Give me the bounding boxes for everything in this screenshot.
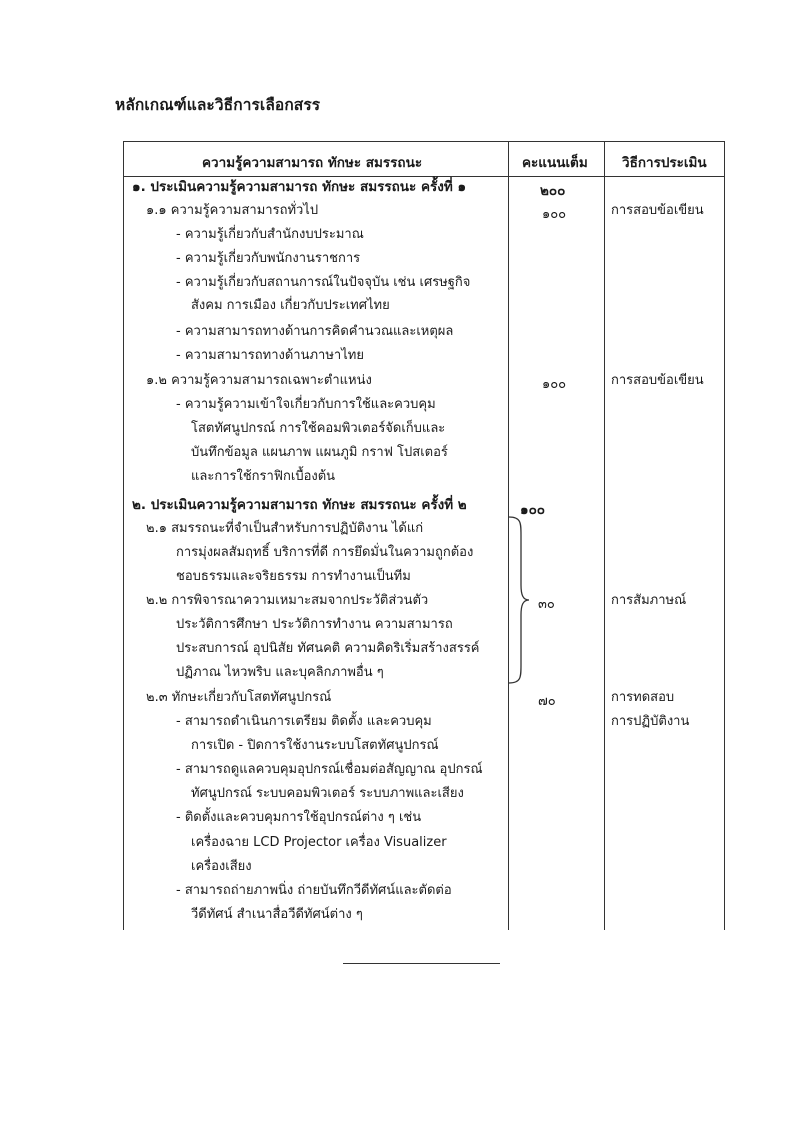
item-2-2-cont: ปฏิภาณ ไหวพริบ และบุคลิกภาพอื่น ๆ [176, 665, 384, 680]
item-2-3-bullet-cont: ทัศนูปกรณ์ ระบบคอมพิวเตอร์ ระบบภาพและเสียง [191, 786, 464, 801]
section-2-title: ๒. ประเมินความรู้ความสามารถ ทักษะ สมรรถนะ ครั้งที่ ๒ [132, 497, 467, 513]
table-header-row [124, 141, 724, 177]
item-2-3-bullet: - สามารถดำเนินการเตรียม ติดตั้ง และควบคุม [176, 714, 432, 729]
footer-divider [343, 963, 500, 964]
header-method: วิธีการประเมิน [622, 155, 707, 171]
method-item-1-1: การสอบข้อเขียน [611, 203, 704, 218]
method-item-2-1-2-2: การสัมภาษณ์ [611, 593, 687, 608]
score-item-1-2: ๑๐๐ [542, 377, 567, 392]
item-2-3-bullet-cont: วีดีทัศน์ สำเนาสื่อวีดีทัศน์ต่าง ๆ [191, 907, 363, 922]
score-item-1-1: ๑๐๐ [542, 207, 567, 222]
item-2-1-title: ๒.๑ สมรรถนะที่จำเป็นสำหรับการปฏิบัติงาน ได้แก่ [146, 521, 424, 536]
item-1-1-bullet: - ความรู้เกี่ยวกับสถานการณ์ในปัจจุบัน เช่น เศรษฐกิจ [176, 275, 471, 290]
header-competency: ความรู้ความสามารถ ทักษะ สมรรถนะ [202, 155, 423, 171]
method-item-2-3-line2: การปฏิบัติงาน [611, 714, 690, 729]
item-1-2-bullet-cont: และการใช้กราฟิกเบื้องต้น [191, 469, 336, 484]
header-score: คะแนนเต็ม [522, 155, 588, 171]
score-section-1: ๒๐๐ [540, 183, 566, 199]
section-1-title: ๑. ประเมินความรู้ความสามารถ ทักษะ สมรรถนะ ครั้งที่ ๑ [132, 179, 467, 195]
item-1-2-bullet-cont: บันทึกข้อมูล แผนภาพ แผนภูมิ กราฟ โปสเตอร์ [191, 445, 448, 460]
column-divider-2 [604, 141, 605, 930]
item-1-2-bullet: - ความรู้ความเข้าใจเกี่ยวกับการใช้และควบคุม [176, 397, 436, 412]
item-2-3-bullet-cont: การเปิด - ปิดการใช้งานระบบโสตทัศนูปกรณ์ [191, 738, 439, 753]
method-item-2-3-line1: การทดสอบ [611, 690, 675, 705]
item-2-3-bullet-cont: เครื่องฉาย LCD Projector เครื่อง Visualizer [191, 835, 447, 850]
item-1-1-bullet: - ความรู้เกี่ยวกับพนักงานราชการ [176, 251, 361, 266]
item-2-3-bullet-cont: เครื่องเสียง [191, 859, 252, 874]
item-2-3-title: ๒.๓ ทักษะเกี่ยวกับโสตทัศนูปกรณ์ [146, 690, 332, 705]
score-item-2-3: ๗๐ [538, 694, 556, 709]
item-1-1-bullet: - ความสามารถทางด้านภาษาไทย [176, 348, 364, 363]
item-1-2-bullet-cont: โสตทัศนูปกรณ์ การใช้คอมพิวเตอร์จัดเก็บและ [191, 421, 446, 436]
item-1-1-bullet-cont: สังคม การเมือง เกี่ยวกับประเทศไทย [191, 298, 390, 313]
item-1-1-bullet: - ความรู้เกี่ยวกับสำนักงบประมาณ [176, 227, 364, 242]
item-2-3-bullet: - สามารถดูแลควบคุมอุปกรณ์เชื่อมต่อสัญญาณ อุปกรณ์ [176, 762, 483, 777]
item-1-2-title: ๑.๒ ความรู้ความสามารถเฉพาะตำแหน่ง [146, 373, 372, 388]
method-item-1-2: การสอบข้อเขียน [611, 373, 704, 388]
score-section-2: ๑๐๐ [520, 502, 546, 518]
item-2-1-cont: ชอบธรรมและจริยธรรม การทำงานเป็นทีม [176, 569, 411, 584]
item-1-1-title: ๑.๑ ความรู้ความสามารถทั่วไป [146, 203, 319, 218]
item-2-2-cont: ประวัติการศึกษา ประวัติการทำงาน ความสามารถ [176, 617, 453, 632]
item-2-1-cont: การมุ่งผลสัมฤทธิ์ บริการที่ดี การยึดมั่นในความถูกต้อง [176, 545, 474, 560]
curly-brace-icon [505, 515, 531, 685]
item-2-3-bullet: - สามารถถ่ายภาพนิ่ง ถ่ายบันทึกวีดีทัศน์และตัดต่อ [176, 883, 452, 898]
item-2-2-cont: ประสบการณ์ อุปนิสัย ทัศนคติ ความคิดริเริ่มสร้างสรรค์ [176, 641, 480, 656]
item-2-3-bullet: - ติดตั้งและควบคุมการใช้อุปกรณ์ต่าง ๆ เช่น [176, 810, 422, 825]
item-2-2-title: ๒.๒ การพิจารณาความเหมาะสมจากประวัติส่วนตัว [146, 593, 429, 608]
criteria-table [123, 141, 725, 930]
page-heading: หลักเกณฑ์และวิธีการเลือกสรร [115, 96, 321, 114]
score-item-2-1-2-2: ๓๐ [538, 597, 555, 612]
item-1-1-bullet: - ความสามารถทางด้านการคิดคำนวณและเหตุผล [176, 324, 454, 339]
